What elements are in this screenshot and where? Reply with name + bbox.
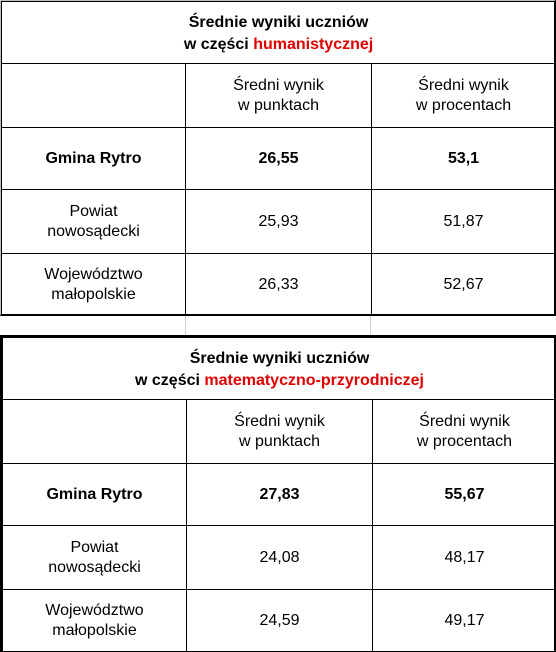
points-cell: 24,59 bbox=[187, 590, 373, 652]
table-title bbox=[2, 2, 556, 64]
row-label-line2: małopolskie bbox=[51, 285, 136, 303]
points-cell: 25,93 bbox=[186, 190, 372, 254]
row-label-line1: Gmina Rytro bbox=[46, 485, 143, 503]
table-title-subject: matematyczno-przyrodniczej bbox=[204, 371, 424, 389]
points-cell: 24,08 bbox=[187, 526, 373, 590]
empty-header-cell bbox=[2, 64, 186, 128]
table-row bbox=[2, 128, 556, 190]
table-title-line2-prefix: w części bbox=[183, 35, 254, 53]
row-label-line1: Gmina Rytro bbox=[45, 149, 142, 167]
row-label bbox=[2, 254, 186, 316]
results-table bbox=[2, 337, 556, 652]
column-header-points bbox=[187, 400, 373, 464]
points-cell: 27,83 bbox=[187, 464, 373, 526]
row-label bbox=[2, 128, 186, 190]
results-table-humanities bbox=[0, 0, 556, 316]
percent-cell: 52,67 bbox=[372, 254, 556, 316]
column-header-row bbox=[2, 64, 556, 128]
row-label-line2: nowosądecki bbox=[47, 222, 140, 240]
points-cell: 26,55 bbox=[186, 128, 372, 190]
table-title-subject: humanistycznej bbox=[253, 35, 374, 53]
row-label-line2: nowosądecki bbox=[48, 558, 141, 576]
points-cell: 26,33 bbox=[186, 254, 372, 316]
table-title-row bbox=[3, 338, 556, 400]
column-header-points-line1: Średni wynik bbox=[233, 76, 324, 94]
results-table bbox=[1, 1, 556, 316]
table-title-line2-prefix: w części bbox=[135, 371, 205, 389]
column-header-percent-line2: w procentach bbox=[415, 96, 512, 114]
results-table-math-science bbox=[0, 335, 556, 652]
row-label bbox=[3, 464, 187, 526]
percent-cell: 53,1 bbox=[372, 128, 556, 190]
column-header-points bbox=[186, 64, 372, 128]
column-header-percent bbox=[372, 64, 556, 128]
row-label-line1: Województwo bbox=[45, 601, 144, 619]
row-label bbox=[2, 190, 186, 254]
empty-header-cell bbox=[3, 400, 187, 464]
table-row bbox=[2, 190, 556, 254]
table-title bbox=[3, 338, 556, 400]
row-label-line1: Powiat bbox=[70, 538, 119, 556]
column-header-row bbox=[3, 400, 556, 464]
column-header-points-line1: Średni wynik bbox=[234, 412, 325, 430]
row-label bbox=[3, 526, 187, 590]
table-title-line1: Średnie wyniki uczniów bbox=[189, 349, 370, 367]
percent-cell: 55,67 bbox=[373, 464, 556, 526]
table-title-line1: Średnie wyniki uczniów bbox=[188, 13, 369, 31]
percent-cell: 51,87 bbox=[372, 190, 556, 254]
table-row bbox=[2, 254, 556, 316]
column-header-points-line2: w punktach bbox=[239, 432, 320, 450]
percent-cell: 48,17 bbox=[373, 526, 556, 590]
row-label-line1: Województwo bbox=[44, 265, 143, 283]
section-divider bbox=[185, 316, 371, 335]
table-row bbox=[3, 590, 556, 652]
table-title-row bbox=[2, 2, 556, 64]
table-row bbox=[3, 526, 556, 590]
row-label-line2: małopolskie bbox=[52, 621, 137, 639]
column-header-points-line2: w punktach bbox=[238, 96, 319, 114]
percent-cell: 49,17 bbox=[373, 590, 556, 652]
column-header-percent-line2: w procentach bbox=[416, 432, 513, 450]
column-header-percent-line1: Średni wynik bbox=[418, 76, 509, 94]
row-label bbox=[3, 590, 187, 652]
row-label-line1: Powiat bbox=[69, 202, 118, 220]
column-header-percent bbox=[373, 400, 556, 464]
column-header-percent-line1: Średni wynik bbox=[419, 412, 510, 430]
table-row bbox=[3, 464, 556, 526]
